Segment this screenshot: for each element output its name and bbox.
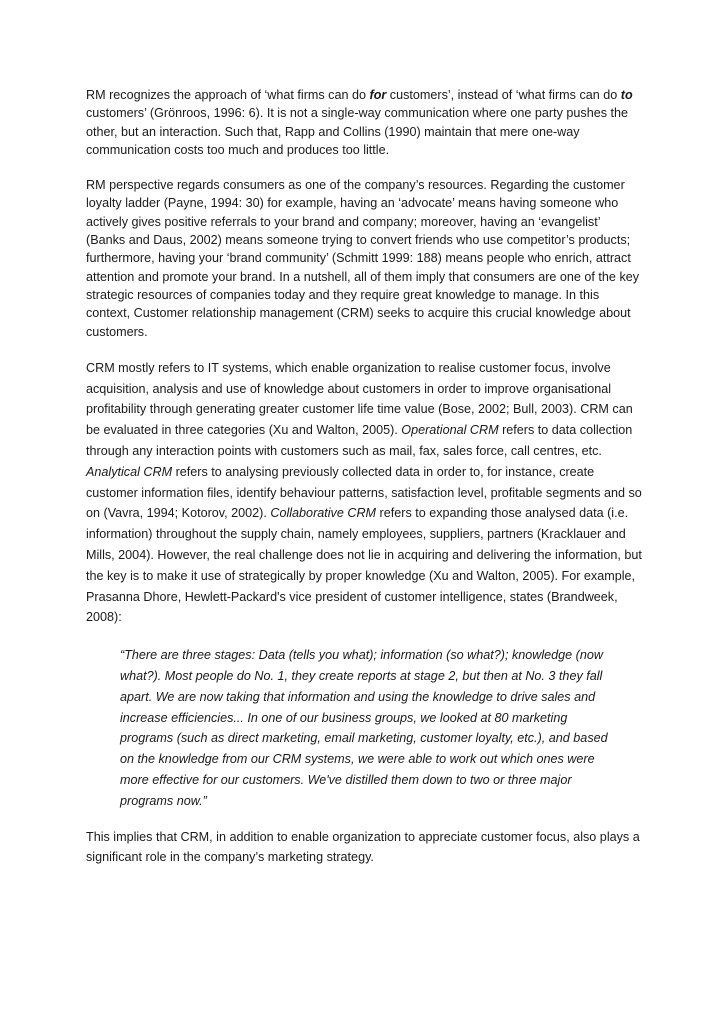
block-quote: “There are three stages: Data (tells you what); information (so what?); knowledge (now what?). Most people do No. 1, they create reports at stage 2, but then at No. 3 they fall apart. We are now taking that information and using the knowledge to drive sales and increase efficiencies... In one of our business groups, we looked at 80 marketing programs (such as direct marketing, email marketing, customer loyalty, etc.), and based on the knowledge from our CRM systems, we were able to work out which ones were more effective for our customers. We've distilled them down to two or three major programs now.”	[120, 648, 608, 808]
paragraph-rm-approach	[86, 86, 642, 159]
paragraph-text: refers to data collection through any interaction points with customers such as mail, fax, sales force, call centres, etc.	[86, 423, 633, 459]
document-body	[86, 86, 642, 868]
paragraph-text: customers’, instead of ‘what firms can do	[386, 88, 621, 102]
term-operational-crm: Operational CRM	[401, 423, 499, 438]
paragraph-crm-definition	[86, 358, 642, 628]
paragraph-text: CRM mostly refers to IT systems, which enable organization to realise customer focus, involve acquisition, analysis and use of knowledge about customers in order to improve organisational profitability through generating greater customer life time value (Bose, 2002; Bull, 2003). CRM can be evaluated in three categories (Xu and Walton, 2005).	[86, 360, 633, 438]
paragraph-text: refers to analysing previously collected data in order to, for instance, create customer information files, identify behaviour patterns, satisfaction level, profitable segments and so on (Vavra, 1994; Kotorov, 2002).	[86, 464, 642, 521]
paragraph-rm-perspective: RM perspective regards consumers as one of the company’s resources. Regarding the customer loyalty ladder (Payne, 1994: 30) for example, having an ‘advocate’ means having someone who actively gives positive referrals to your brand and company; moreover, having an ‘evangelist’ (Banks and Daus, 2002) means someone trying to convert friends who use competitor’s products; furthermore, having your ‘brand community’ (Schmitt 1999: 188) means people who enrich, attract attention and promote your brand. In a nutshell, all of them imply that consumers are one of the key strategic resources of companies today and they require great knowledge to manage. In this context, Customer relationship management (CRM) seeks to acquire this crucial knowledge about customers.	[86, 178, 640, 339]
paragraph-text: refers to expanding those analysed data (i.e. information) throughout the supply chain, namely employees, suppliers, partners (Kracklauer and Mills, 2004). However, the real challenge does not lie in acquiring and delivering the information, but the key is to make it use of strategically by proper knowledge (Xu and Walton, 2005). For example, Prasanna Dhore, Hewlett-Packard's vice president of customer intelligence, states (Brandweek, 2008):	[86, 506, 642, 625]
paragraph-conclusion: This implies that CRM, in addition to enable organization to appreciate customer focus, also plays a significant role in the company’s marketing strategy.	[86, 829, 640, 865]
term-collaborative-crm: Collaborative CRM	[270, 506, 377, 521]
term-analytical-crm: Analytical CRM	[86, 464, 173, 479]
emphasis-for: for	[369, 88, 387, 102]
paragraph-text: customers’ (Grönroos, 1996: 6). It is not a single-way communication where one party pushes the other, but an interaction. Such that, Rapp and Collins (1990) maintain that mere one-way communication costs too much and produces too little.	[86, 106, 629, 157]
paragraph-text: RM recognizes the approach of ‘what firms can do	[86, 88, 370, 102]
emphasis-to: to	[620, 88, 633, 102]
